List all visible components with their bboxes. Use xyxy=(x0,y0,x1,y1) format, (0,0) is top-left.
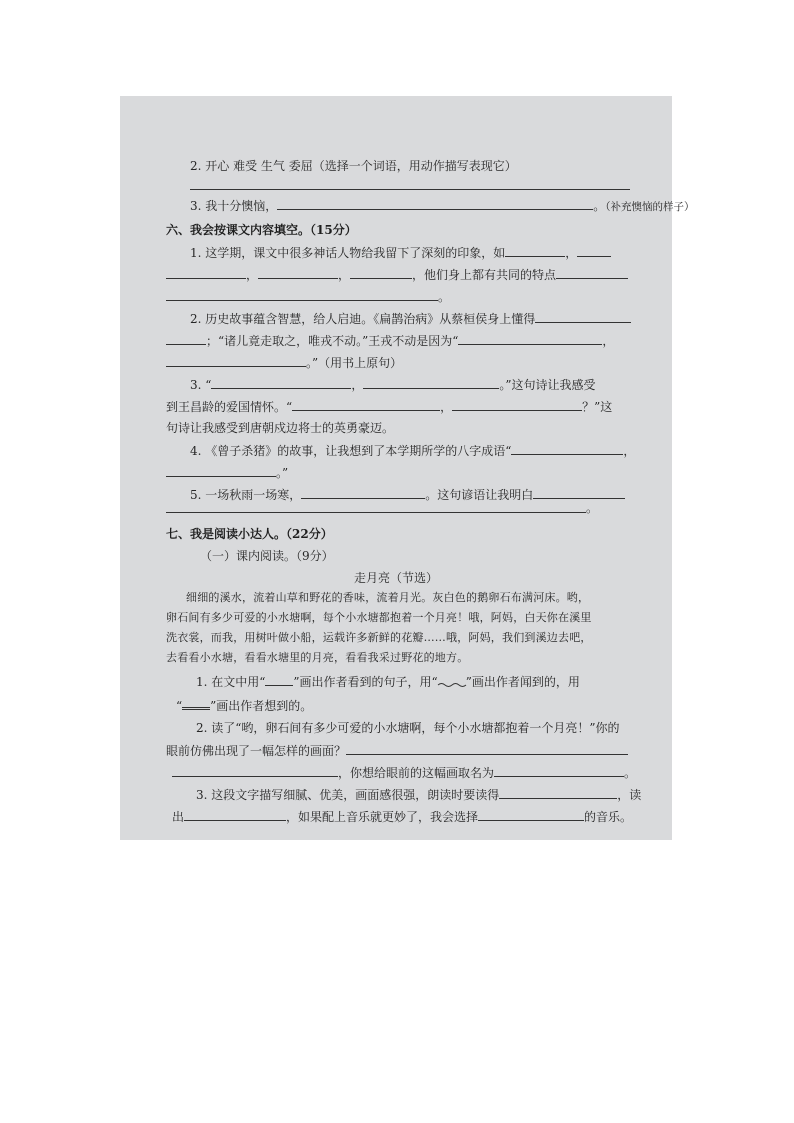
blank-s6-5-1[interactable] xyxy=(301,486,425,499)
blank-s6-5-2[interactable] xyxy=(533,486,625,499)
blank-s6-4-1[interactable] xyxy=(511,442,623,455)
straight-underline-sample xyxy=(265,674,293,686)
r-q2-line3: ，你想给眼前的这幅画取名为 。 xyxy=(120,764,724,781)
blank-s6-1-5[interactable] xyxy=(350,266,412,279)
s6-q1-line3: 。 xyxy=(120,288,718,305)
exam-sheet xyxy=(120,96,695,840)
question-3: 3. 我十分懊恼， 。（补充懊恼的样子） xyxy=(190,199,695,213)
blank-r2-1[interactable] xyxy=(346,742,628,755)
s6-q4-line1: 4. 《曾子杀猪》的故事，让我想到了本学期所学的八字成语“ ， xyxy=(190,444,636,458)
blank-s6-2-4[interactable] xyxy=(166,354,306,367)
subsection-1-title: （一）课内阅读。（9分） xyxy=(200,549,334,563)
blank-s6-3-1[interactable] xyxy=(211,376,351,389)
passage-line-4: 去看看小水塘，看看水塘里的月亮，看看我采过野花的地方。 xyxy=(166,651,469,664)
blank-r2-3[interactable] xyxy=(494,764,624,777)
r-q1-line1: 1. 在文中用“ ”画出作者看到的句子，用“ ”画出作者闻到的，用 xyxy=(196,675,580,689)
passage-line-2: 卵石间有多少可爱的小水塘啊，每个小水塘都抱着一个月亮！哦，阿妈，白天你在溪里 xyxy=(166,611,592,624)
blank-s6-3-2[interactable] xyxy=(363,376,499,389)
blank-s6-4-2[interactable] xyxy=(166,464,276,477)
s6-q2-line1: 2. 历史故事蕴含智慧，给人启迪。《扁鹊治病》从蔡桓侯身上懂得 xyxy=(120,310,742,327)
question-3-text: 3. 我十分懊恼， xyxy=(190,199,278,213)
s6-q1-line1: 1. 这学期，课文中很多神话人物给我留下了深刻的印象，如 ， xyxy=(120,244,742,261)
blank-s6-1-2[interactable] xyxy=(577,244,611,257)
blank-s6-1-1[interactable] xyxy=(505,244,565,257)
question-2-text: 2. 开心 难受 生气 委屈（选择一个词语，用动作描写表现它） xyxy=(190,159,517,173)
blank-s6-5-3[interactable] xyxy=(166,512,586,513)
s6-q2-line2: ；“诸儿竟走取之，唯戎不动。”王戎不动是因为“ ， xyxy=(120,332,718,349)
s6-q1-line2: ， ， ，他们身上都有共同的特点 xyxy=(120,266,718,283)
s6-q3-line2: 到王昌龄的爱国情怀。“ ， ？”这 xyxy=(166,400,613,414)
s6-q3-line1: 3. “ ， 。”这句诗让我感受 xyxy=(190,378,596,392)
blank-s6-1-3[interactable] xyxy=(166,266,246,279)
r-q1-line2: “ ”画出作者想到的。 xyxy=(120,696,728,714)
section-6-title: 六、我会按课文内容填空。（15分） xyxy=(166,223,357,237)
s6-q2-line3: 。”（用书上原句） xyxy=(120,354,718,371)
blank-r3-1[interactable] xyxy=(499,786,617,799)
wavy-underline-sample xyxy=(438,675,466,686)
blank-s6-3-4[interactable] xyxy=(452,398,582,411)
blank-s6-1-7[interactable] xyxy=(166,288,438,301)
section-7-title: 七、我是阅读小达人。（22分） xyxy=(166,527,333,541)
s6-q5-stop: 。 xyxy=(586,501,599,515)
r-q3-line1: 3. 这段文字描写细腻、优美，画面感很强，朗读时要读得 ，读 xyxy=(196,788,642,802)
blank-r3-3[interactable] xyxy=(478,808,584,821)
r-q2-line2: 眼前仿佛出现了一幅怎样的画面？ xyxy=(120,742,718,759)
passage-line-3: 洗衣裳，而我，用树叶做小船，运载许多新鲜的花瓣……哦，阿妈，我们到溪边去吧， xyxy=(166,631,592,644)
blank-s6-2-2[interactable] xyxy=(166,332,206,345)
s6-q3-line3: 句诗让我感受到唐朝戍边将士的英勇豪迈。 xyxy=(166,421,395,435)
blank-s6-2-1[interactable] xyxy=(535,310,631,323)
s6-q5-line1: 5. 一场秋雨一场寒， 。这句谚语让我明白 xyxy=(120,486,742,503)
question-2 xyxy=(120,158,742,174)
blank-r3-2[interactable] xyxy=(184,808,286,821)
answer-blank-q3[interactable] xyxy=(277,197,593,210)
passage-title: 走月亮（节选） xyxy=(353,571,438,585)
s6-q4-line2: 。” xyxy=(120,464,718,481)
double-underline-sample xyxy=(182,696,210,710)
blank-s6-1-4[interactable] xyxy=(258,266,338,279)
blank-s6-1-6[interactable] xyxy=(556,266,628,279)
blank-r2-2[interactable] xyxy=(172,764,338,777)
question-3-note: （补充懊恼的样子） xyxy=(605,201,695,213)
blank-s6-3-3[interactable] xyxy=(292,398,440,411)
blank-s6-2-3[interactable] xyxy=(458,332,602,345)
r-q2-line1: 2. 读了“哟，卵石间有多少可爱的小水塘啊，每个小水塘都抱着一个月亮！”你的 xyxy=(196,721,620,735)
answer-line-q2[interactable] xyxy=(190,189,630,190)
passage-line-1: 细细的溪水，流着山草和野花的香味，流着月光。灰白色的鹅卵石布满河床。哟， xyxy=(186,591,590,604)
r-q3-line2: 出 ，如果配上音乐就更妙了，我会选择 的音乐。 xyxy=(172,810,633,824)
